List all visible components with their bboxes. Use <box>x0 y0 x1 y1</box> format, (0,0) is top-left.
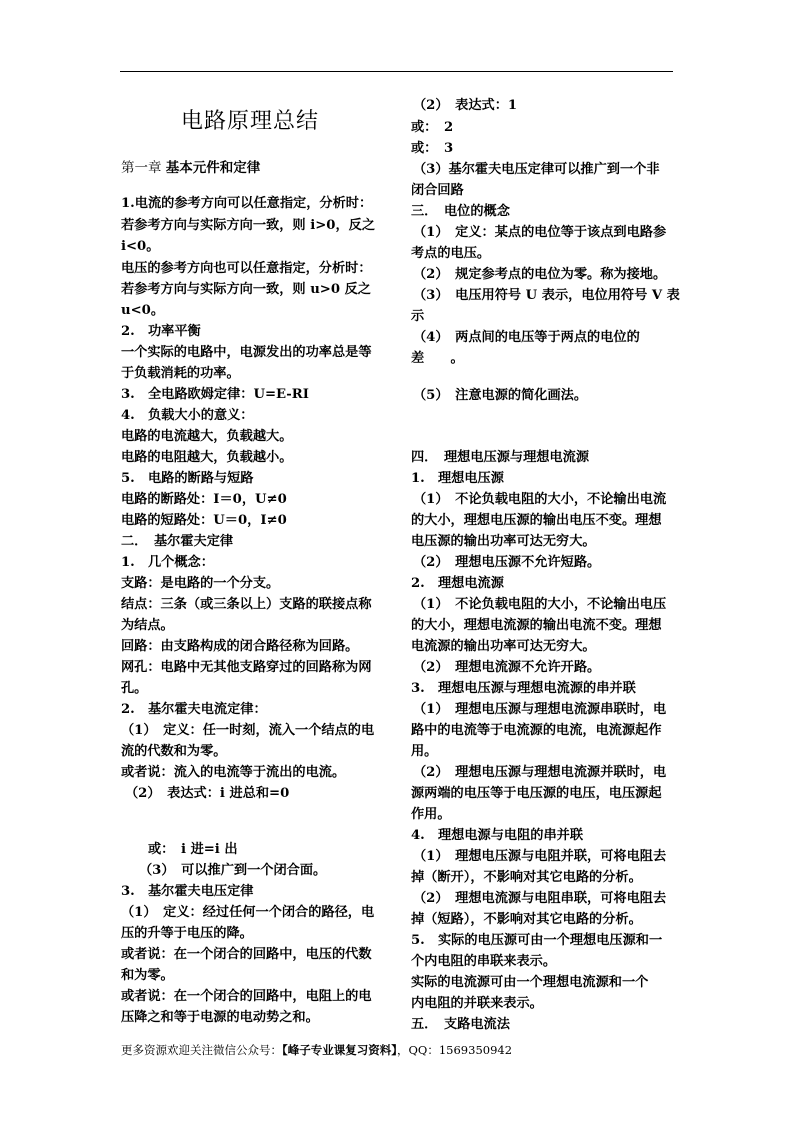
right-text-line: 的大小，理想电流源的输出电流不变。理想 <box>411 618 662 633</box>
right-text-line: （2） 理想电压源不允许短路。 <box>413 555 601 570</box>
right-text-line: 电流源的输出功率可达无穷大。 <box>411 639 596 654</box>
right-text-line: （2） 表达式：1 <box>413 98 518 113</box>
chapter-name: 基本元件和定律 <box>165 160 261 176</box>
right-text-line: 用。 <box>411 744 438 759</box>
right-text-line: 3. 理想电压源与理想电流源的串并联 <box>411 681 636 696</box>
left-text-line: 压降之和等于电源的电动势之和。 <box>121 1010 319 1025</box>
right-text-line: （1） 定义：某点的电位等于该点到电路参 <box>413 225 667 240</box>
right-text-line: 作用。 <box>411 807 451 822</box>
right-text-line: 内电阻的并联来表示。 <box>411 996 543 1011</box>
left-text-line: 若参考方向与实际方向一致，则 i>0，反之 <box>121 218 376 233</box>
left-text-line: 一个实际的电路中，电源发出的功率总是等 <box>121 345 372 360</box>
left-text-line: 电路的电阻越大，负载越小。 <box>121 450 293 465</box>
left-text-line: 电路的电流越大，负载越大。 <box>121 429 293 444</box>
right-text-line: 电压源的输出功率可达无穷大。 <box>411 534 596 549</box>
left-text-line: 为结点。 <box>121 618 174 633</box>
left-text-line: 网孔：电路中无其他支路穿过的回路称为网 <box>121 660 372 675</box>
right-text-line: 2. 理想电流源 <box>411 576 504 591</box>
right-text-line: 四． 理想电压源与理想电流源 <box>411 450 590 465</box>
left-text-line: 或： i 进=i 出 <box>148 842 238 857</box>
left-text-line: 4. 负载大小的意义： <box>121 408 254 423</box>
right-text-line: （1） 不论负载电阻的大小，不论输出电流 <box>413 492 667 507</box>
right-text-line: 闭合回路 <box>411 183 464 198</box>
footer-note <box>121 1042 512 1058</box>
right-text-line: 差 。 <box>411 351 464 366</box>
left-text-line: 压的升等于电压的降。 <box>121 926 253 941</box>
left-text-line: 和为零。 <box>121 968 174 983</box>
right-text-line: （5） 注意电源的简化画法。 <box>413 388 588 403</box>
right-text-line: 5. 实际的电压源可由一个理想电压源和一 <box>411 933 663 948</box>
chapter-prefix: 第一章 <box>121 160 162 176</box>
left-text-line: 流的代数和为零。 <box>121 744 227 759</box>
left-text-line: 电路的断路处：I＝0，U≠0 <box>121 492 287 507</box>
left-text-line: 支路：是电路的一个分支。 <box>121 576 280 591</box>
left-text-line: （1） 定义：任一时刻，流入一个结点的电 <box>121 723 375 738</box>
right-text-line: （2） 理想电流源不允许开路。 <box>413 660 601 675</box>
right-text-line: （2） 理想电压源与理想电流源并联时，电 <box>413 765 667 780</box>
page-title: 电路原理总结 <box>181 109 320 134</box>
left-text-line: 3. 全电路欧姆定律：U=E-RI <box>121 387 309 402</box>
left-text-line: （2） 表达式：i 进总和=0 <box>125 786 290 801</box>
right-text-line: 掉（短路），不影响对其它电路的分析。 <box>411 912 642 927</box>
right-text-line: 或： 3 <box>411 141 454 156</box>
left-text-line: 孔。 <box>121 681 148 696</box>
right-text-line: （4） 两点间的电压等于两点的电位的 <box>413 330 640 345</box>
right-text-line: 个内电阻的串联来表示。 <box>411 954 557 969</box>
left-text-line: 电压的参考方向也可以任意指定，分析时： <box>121 261 372 276</box>
left-text-line: 2. 功率平衡 <box>121 324 201 339</box>
right-text-line: （3）基尔霍夫电压定律可以推广到一个非 <box>413 162 660 177</box>
right-text-line: 五． 支路电流法 <box>411 1017 510 1032</box>
right-text-line: （2） 理想电流源与电阻串联，可将电阻去 <box>413 891 667 906</box>
right-text-line: 实际的电流源可由一个理想电流源和一个 <box>411 975 649 990</box>
chapter-heading <box>121 156 260 176</box>
footer-qq: ，QQ：1569350942 <box>397 1043 513 1057</box>
footer-highlight: 【峰子专业课复习资料】 <box>282 1043 397 1057</box>
left-text-line: 3. 基尔霍夫电压定律 <box>121 884 254 899</box>
left-text-line: （3） 可以推广到一个闭合面。 <box>139 863 327 878</box>
left-text-line: 若参考方向与实际方向一致，则 u>0 反之 <box>121 282 371 297</box>
left-text-line: 1.电流的参考方向可以任意指定，分析时： <box>121 196 373 211</box>
right-text-line: 考点的电压。 <box>411 246 491 261</box>
right-text-line: 的大小，理想电压源的输出电压不变。理想 <box>411 513 662 528</box>
left-text-line: 结点：三条（或三条以上）支路的联接点称 <box>121 597 372 612</box>
right-text-line: 源两端的电压等于电压源的电压，电压源起 <box>411 786 662 801</box>
left-text-line: （1） 定义：经过任何一个闭合的路径，电 <box>121 905 375 920</box>
left-text-line: 二． 基尔霍夫定律 <box>121 534 234 549</box>
left-text-line: 或者说：在一个闭合的回路中，电阻上的电 <box>121 989 372 1004</box>
left-text-line: 1. 几个概念： <box>121 555 214 570</box>
right-text-line: 4. 理想电源与电阻的串并联 <box>411 828 584 843</box>
right-text-line: 三． 电位的概念 <box>411 204 510 219</box>
right-text-line: （1） 不论负载电阻的大小，不论输出电压 <box>413 597 667 612</box>
right-text-line: （3） 电压用符号 U 表示，电位用符号 V 表 <box>413 288 680 303</box>
right-text-line: （2） 规定参考点的电位为零。称为接地。 <box>413 267 667 282</box>
right-text-line: （1） 理想电压源与理想电流源串联时，电 <box>413 702 667 717</box>
left-text-line: 或者说：在一个闭合的回路中，电压的代数 <box>121 947 372 962</box>
left-text-line: 于负载消耗的功率。 <box>121 366 240 381</box>
left-text-line: 电路的短路处：U＝0，I≠0 <box>121 513 287 528</box>
left-text-line: 或者说：流入的电流等于流出的电流。 <box>121 765 346 780</box>
header-rule <box>120 71 673 72</box>
right-text-line: 掉（断开），不影响对其它电路的分析。 <box>411 870 642 885</box>
left-text-line: 2. 基尔霍夫电流定律： <box>121 702 267 717</box>
footer-text: 更多资源欢迎关注微信公众号： <box>121 1043 282 1057</box>
right-text-line: 示 <box>411 309 425 324</box>
left-text-line: u<0。 <box>121 303 165 318</box>
right-text-line: （1） 理想电压源与电阻并联，可将电阻去 <box>413 849 667 864</box>
right-text-line: 路中的电流等于电流源的电流，电流源起作 <box>411 723 662 738</box>
left-text-line: i<0。 <box>121 239 160 254</box>
right-text-line: 1. 理想电压源 <box>411 471 504 486</box>
left-text-line: 回路：由支路构成的闭合路径称为回路。 <box>121 639 359 654</box>
left-text-line: 5. 电路的断路与短路 <box>121 471 254 486</box>
right-text-line: 或： 2 <box>411 120 454 135</box>
